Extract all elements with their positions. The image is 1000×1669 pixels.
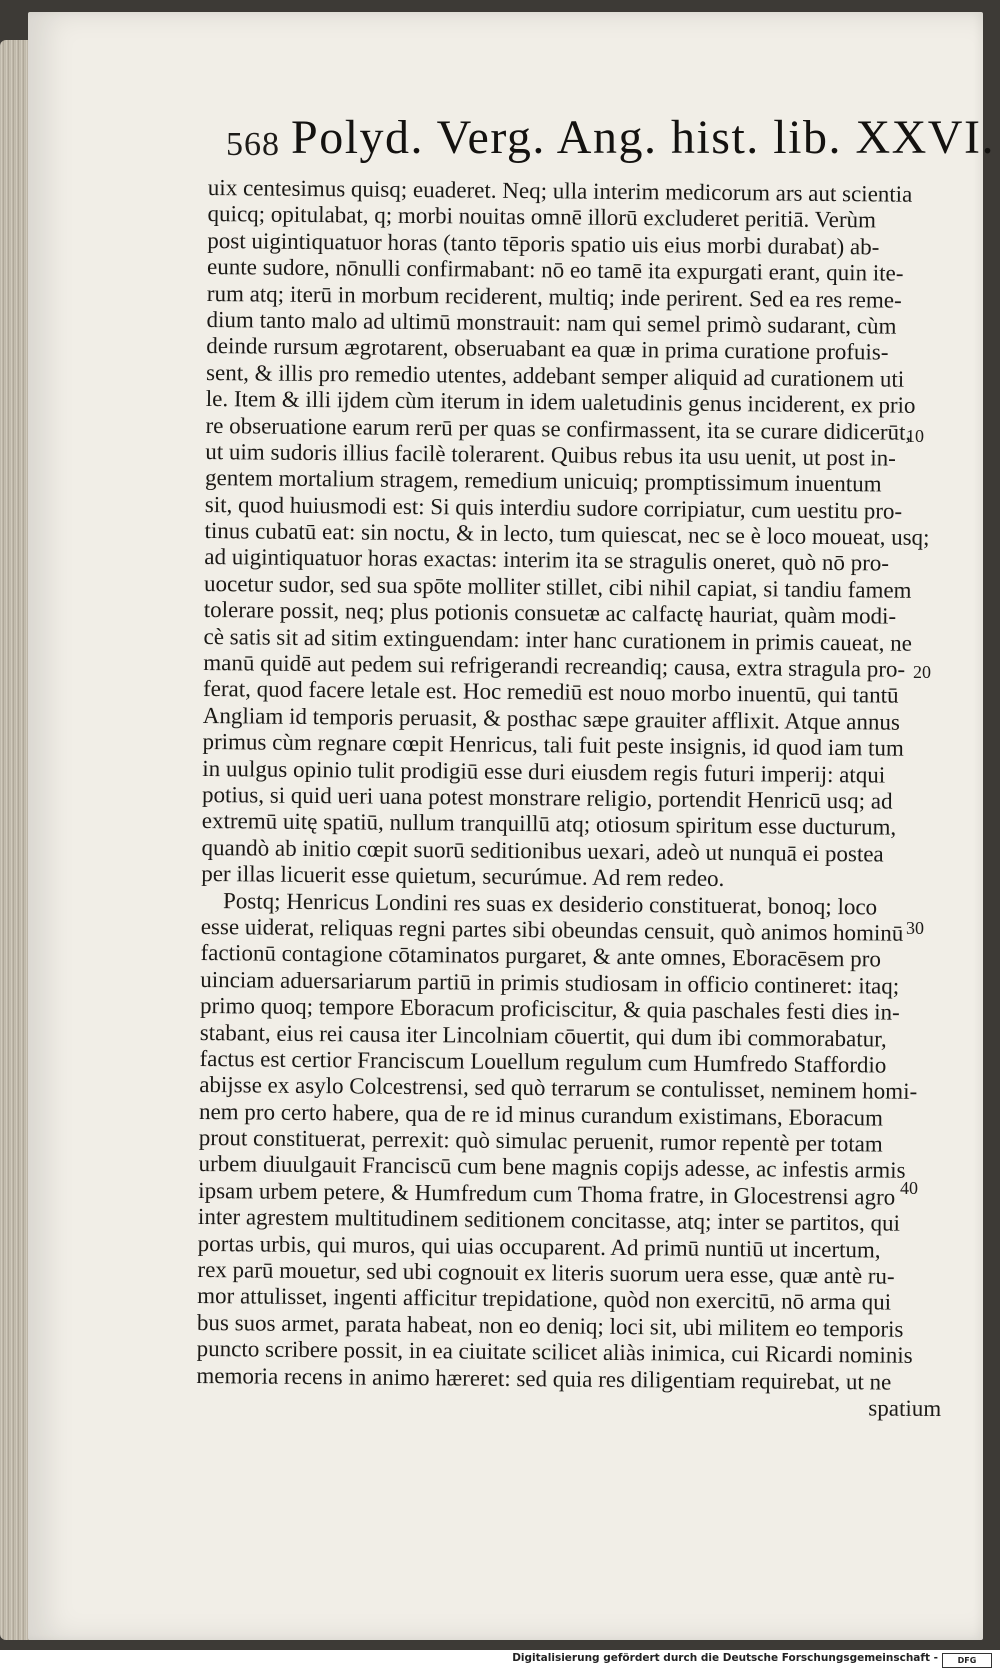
text-line: urbem diuulgauit Franciscū cum bene magnis copijs adesse, ac infestis armis	[198, 1151, 906, 1184]
text-line: Angliam id temporis peruasit, & posthac sæpe grauiter afflixit. Atque annus	[202, 702, 901, 735]
text-line: puncto scribere possit, in ea ciuitate scilicet aliàs inimica, cui Ricardi nominis	[196, 1336, 913, 1369]
text-line: primus cùm regnare cœpit Henricus, tali fuit peste insignis, id quod iam tum	[202, 729, 905, 761]
text-line: ipsam urbem petere, & Humfredum cum Thoma fratre, in Glocestrensi agro	[198, 1177, 896, 1210]
text-line: ferat, quod facere letale est. Hoc remediū est nouo morbo inuentū, qui tantū	[202, 676, 899, 709]
text-line: ut uim sudoris illius facilè tolerarent. Quibus rebus ita usu uenit, ut post in-	[205, 438, 896, 471]
text-line: le. Item & illi ijdem cùm iterum in idem ualetudinis genus inciderent, ex prio	[205, 386, 916, 418]
text-line: quicq; opitulabat, q; morbi nouitas omnē illorū excluderet peritiā. Verùm	[207, 201, 877, 233]
text-line: quandò ab initio cœpit suorū seditionibus uexari, adeò ut nunquā ei postea	[201, 834, 884, 867]
text-line: eunte sudore, nōnulli confirmabant: nō eo tamē ita expurgati erant, quin ite-	[207, 254, 904, 286]
text-line: tinus cubatū eat: sin noctu, & in lecto, tum quiescat, nec se è loco moueat, usq;	[204, 518, 930, 551]
text-line: portas urbis, qui muros, qui uias occuparent. Ad primū nuntiū ut incertum,	[197, 1230, 881, 1263]
body-text	[196, 175, 953, 1422]
text-line: abijsse ex asylo Colcestrensi, sed quò terrarum se contulisset, neminem homi-	[199, 1072, 918, 1105]
catchword: spatium	[868, 1395, 942, 1422]
text-line: gentem mortalium stragem, remedium unicuiq; promptissimum inuentum	[204, 465, 882, 497]
text-line: ad uigintiquatuor horas exactas: interim ita se stragulis oneret, quò nō pro-	[204, 544, 890, 577]
text-line: uix centesimus quisq; euaderet. Neq; ulla interim medicorum ars aut scientia	[207, 175, 913, 207]
text-line: re obseruatione earum rerū per quas se confirmassent, ita se curare didicerūt,	[205, 412, 912, 445]
text-line: manū quidē aut pedem sui refrigerandi recreandiq; causa, extra stragula pro-	[203, 650, 906, 682]
text-line: sent, & illis pro remedio utentes, addebant semper aliquid ad curationem uti	[205, 359, 905, 392]
text-line: factionū contagione cōtaminatos purgaret, & ante omnes, Eboracēsem pro	[200, 940, 882, 972]
text-line: factus est certior Franciscum Louellum regulum cum Humfredo Staffordio	[199, 1045, 887, 1078]
text-line: nem pro certo habere, qua de re id minus curandum existimans, Eboracum	[198, 1098, 884, 1131]
text-line: potius, si quid ueri uana potest monstrare religio, portendit Henricū usq; ad	[201, 781, 893, 814]
text-line: extremū uitę spatiū, nullum tranquillū atq; otiosum spiritum esse ducturum,	[201, 808, 897, 841]
margin-number: 30	[906, 918, 924, 938]
text-line: post uigintiquatuor horas (tanto tēporis spatio uis eius morbi durabat) ab-	[207, 227, 880, 260]
text-line: Postq; Henricus Londini res suas ex desiderio constituerat, bonoq; loco	[222, 887, 878, 920]
margin-number: 20	[913, 662, 931, 682]
text-line: mor attulisset, ingenti afficitur trepidatione, quòd non exercitū, nō arma qui	[197, 1283, 892, 1316]
text-line: primo quoq; tempore Eboracum proficiscitur, & quia paschales festi dies in-	[199, 993, 900, 1025]
margin-number: 10	[906, 426, 924, 446]
text-line: per illas licuerit esse quietum, securúmue. Ad rem redeo.	[201, 861, 725, 892]
running-title: Polyd. Verg. Ang. hist. lib. XXVI.	[291, 111, 995, 164]
text-line: bus suos armet, parata habeat, non eo deniq; loci sit, ubi militem eo temporis	[196, 1309, 904, 1342]
text-line: uocetur sudor, sed sua spōte molliter stillet, cibi nihil capiat, si tandiu famem	[203, 570, 912, 603]
text-line: uinciam aduersariarum partiū in primis studiosam in officio contineret: itaq;	[200, 966, 900, 999]
text-line: dium tanto malo ad ultimū monstrauit: nam qui semel primò sudarant, cùm	[206, 306, 897, 339]
footer-credit: Digitalisierung gefördert durch die Deutsche Forschungsgemeinschaft -	[512, 1652, 938, 1664]
book-page	[28, 12, 995, 1640]
text-line: prout constituerat, perrexit: quò simulac peruenit, rumor repentè per totam	[198, 1125, 883, 1157]
page-heading	[28, 110, 995, 170]
text-line: stabant, eius rei causa iter Lincolniam cōuertit, qui dum ibi commorabatur,	[199, 1019, 887, 1052]
text-line: rex parū mouetur, sed ubi cognouit ex literis suorum uera esse, quæ antè ru-	[197, 1256, 895, 1289]
text-line: memoria recens in animo hæreret: sed quia res diligentiam requirebat, ut ne	[196, 1362, 892, 1395]
page-number: 568	[226, 126, 280, 163]
text-line: in uulgus opinio tulit prodigiū esse duri eiusdem regis futuri imperij: atqui	[202, 755, 886, 788]
text-line: tolerare possit, neq; plus potionis consuetæ ac calfactę hauriat, quàm modi-	[203, 597, 897, 629]
footer-bar	[0, 1650, 1000, 1669]
text-line: sit, quod huiusmodi est: Si quis interdiu sudore corripiatur, cum uestitu pro-	[204, 491, 903, 524]
text-line: rum atq; iterū in morbum reciderent, multiq; inde perirent. Sed ea res reme-	[206, 280, 902, 313]
margin-number: 40	[900, 1178, 918, 1198]
text-line: deinde rursum ægrotarent, obseruabant ea quæ in prima curatione profuis-	[206, 333, 889, 365]
text-line: esse uiderat, reliquas regni partes sibi obeundas censuit, quò animos hominū	[200, 913, 904, 946]
dfg-logo: DFG	[942, 1653, 992, 1668]
text-line: inter agrestem multitudinem seditionem concitasse, atq; inter se partitos, qui	[197, 1204, 901, 1236]
text-line: cè satis sit ad sitim extinguendam: inter hanc curationem in primis caueat, ne	[203, 623, 912, 656]
